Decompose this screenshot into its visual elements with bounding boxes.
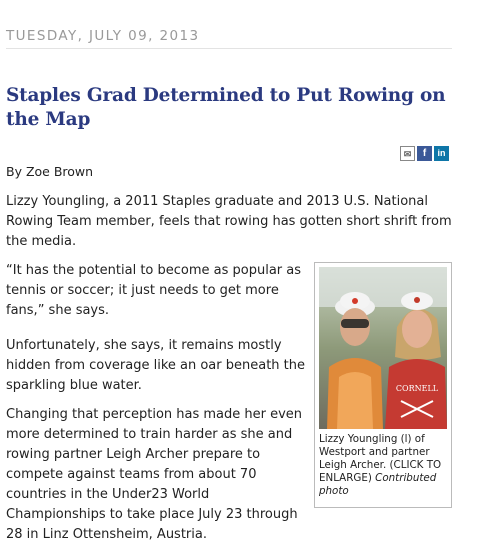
caption-text: Lizzy Youngling (l) of Westport and partner Leigh Archer. (CLICK TO ENLARGE): [319, 433, 442, 484]
linkedin-icon[interactable]: in: [434, 146, 449, 161]
post-title[interactable]: Staples Grad Determined to Put Rowing on the Map: [6, 85, 446, 130]
article-paragraph-2: “It has the potential to become as popular as tennis or soccer; it just needs to get more fans,” she says.: [6, 263, 302, 318]
shirt-text: CORNELL: [395, 384, 439, 393]
photo-figure: [314, 262, 452, 508]
article-paragraph-3: Unfortunately, she says, it remains mostly hidden from coverage like an oar beneath the sparkling blue water.: [6, 338, 306, 393]
share-bar: [400, 146, 449, 161]
article-paragraph-4: Changing that perception has made her even more determined to train harder as she and rowing partner Leigh Archer prepare to compete against teams from about 70 countries in the Under23 World Championships to take place July 23 through 28 in Linz Ottensheim, Austria.: [6, 407, 303, 542]
post-date-header: TUESDAY, JULY 09, 2013: [6, 28, 452, 49]
article-paragraph-1: Lizzy Youngling, a 2011 Staples graduate and 2013 U.S. National Rowing Team member, feels that rowing has gotten short shrift from the media.: [6, 194, 452, 249]
facebook-icon[interactable]: f: [417, 146, 432, 161]
photo-credit: Contributed photo: [319, 472, 437, 497]
email-icon[interactable]: ✉: [400, 146, 415, 161]
photo-caption: [319, 433, 447, 498]
rowers-photo[interactable]: [319, 267, 447, 429]
byline: By Zoe Brown: [6, 164, 94, 179]
